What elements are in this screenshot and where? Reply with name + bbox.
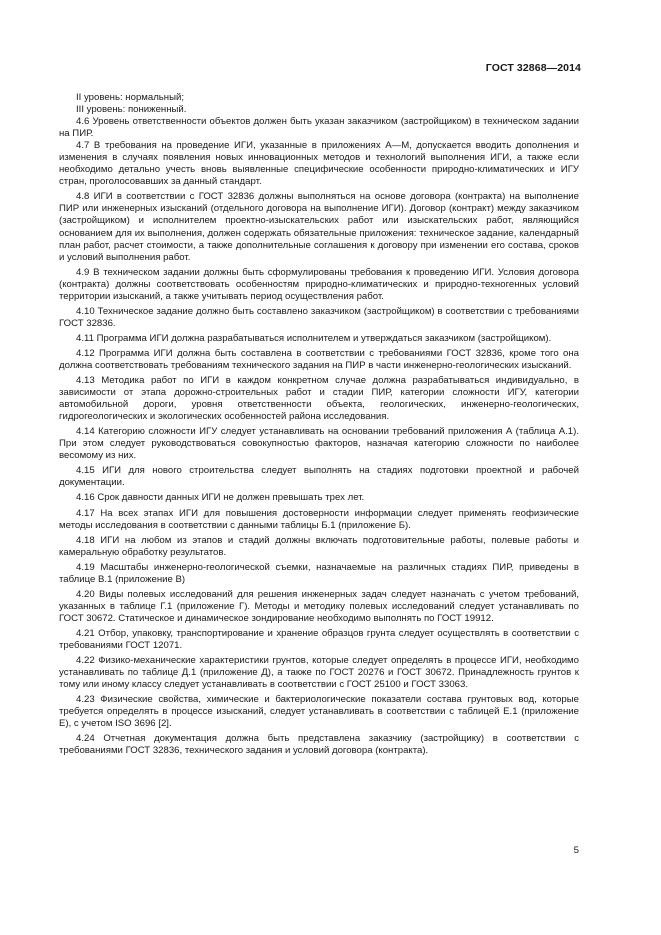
paragraph-4-20: 4.20 Виды полевых исследований для решения инженерных задач следует назначать с учетом требований, указанных в таблице Г.1 (приложение Г). Методы и методику полевых исследований следует устанавливать по ГОСТ 30672. Статическое и динамическое зондирование необходимо выполнять по ГОСТ 19912. bbox=[59, 588, 579, 624]
paragraph-4-11: 4.11 Программа ИГИ должна разрабатываться исполнителем и утверждаться заказчиком (застройщиком). bbox=[76, 332, 552, 344]
paragraph-4-15: 4.15 ИГИ для нового строительства следует выполнять на стадиях подготовки проектной и рабочей документации. bbox=[59, 465, 579, 489]
paragraph-4-21: 4.21 Отбор, упаковку, транспортирование и хранение образцов грунта следует осуществлять в соответствии с требованиями ГОСТ 12071. bbox=[59, 627, 579, 651]
page-number: 5 bbox=[573, 845, 579, 856]
list-item: II уровень: нормальный; bbox=[76, 92, 185, 103]
document-code-header: ГОСТ 32868—2014 bbox=[485, 62, 581, 74]
paragraph-4-17: 4.17 На всех этапах ИГИ для повышения достоверности информации следует применять геофизические методы исследования в соответствии с данными таблицы Б.1 (приложение Б). bbox=[59, 507, 579, 531]
paragraph-4-13: 4.13 Методика работ по ИГИ в каждом конкретном случае должна разрабатываться индивидуально, в зависимости от этапа дорожно-строительных работ и стадии ПИР, категории сложности ИГУ, категории автомобильной дороги, уровня ответственности объекта, геологических, инженерно-геологических, гидрогеологических и экологических особенностей района исследования. bbox=[59, 375, 579, 423]
paragraph-4-6: 4.6 Уровень ответственности объектов должен быть указан заказчиком (застройщиком) в техническом задании на ПИР. bbox=[59, 116, 579, 140]
paragraph-4-16: 4.16 Срок давности данных ИГИ не должен превышать трех лет. bbox=[76, 492, 365, 504]
paragraph-4-19: 4.19 Масштабы инженерно-геологической съемки, назначаемые на различных стадиях ПИР, приведены в таблице В.1 (приложение В) bbox=[59, 561, 579, 585]
paragraph-4-7: 4.7 В требования на проведение ИГИ, указанные в приложениях А—М, допускается вводить дополнения и изменения в случаях появления новых инновационных методов и технологий выполнения ИГИ, а также если необходимо детально учесть вновь выявленные специфические особенности природно-климатических и ИГУ стран, проголосовавших за данный стандарт. bbox=[59, 140, 579, 188]
page-body bbox=[59, 92, 579, 760]
paragraph-4-24: 4.24 Отчетная документация должна быть представлена заказчику (застройщику) в соответствии с требованиями ГОСТ 32836, технического задания и условий договора (контракта). bbox=[59, 733, 579, 757]
paragraph-4-22: 4.22 Физико-механические характеристики грунтов, которые следует определять в процессе ИГИ, необходимо устанавливать по таблице Д.1 (приложение Д), а также по ГОСТ 20276 и ГОСТ 30672. Принадлежность грунтов к тому или иному классу следует устанавливать в соответствии с ГОСТ 25100 и ГОСТ 33063. bbox=[59, 655, 579, 691]
paragraph-4-10: 4.10 Техническое задание должно быть составлено заказчиком (застройщиком) в соответствии с требованиями ГОСТ 32836. bbox=[59, 305, 579, 329]
paragraph-4-23: 4.23 Физические свойства, химические и бактериологические показатели состава грунтовых вод, которые требуется определять в процессе изысканий, следует устанавливать в соответствии с таблицей Е.1 (приложение Е), с учетом ISO 3696 [2]. bbox=[59, 694, 579, 730]
paragraph-4-14: 4.14 Категорию сложности ИГУ следует устанавливать на основании требований приложения А (таблица А.1). При этом следует руководствоваться совокупностью факторов, назначая категорию сложности по наиболее весомому из них. bbox=[59, 426, 579, 462]
paragraph-4-12: 4.12 Программа ИГИ должна быть составлена в соответствии с требованиями ГОСТ 32836, кроме того она должна соответствовать требованиям технического задания на ПИР в части инженерно-геологических изысканий. bbox=[59, 347, 579, 371]
paragraph-4-8: 4.8 ИГИ в соответствии с ГОСТ 32836 должны выполняться на основе договора (контракта) на выполнение ПИР или инженерных изысканий (отдельного договора на выполнение ИГИ). Договор (контракт) между заказчиком (застройщиком) и исполнителем проектно-изыскательских работ или изыскательских работ, являющийся основанием для их выполнения, должен содержать обязательные приложения: техническое задание, календарный план работ, расчет стоимости, а также дополнительные соглашения к договору при изменении его состава, сроков и условий выполнения работ. bbox=[59, 191, 579, 263]
paragraph-4-9: 4.9 В техническом задании должны быть сформулированы требования к проведению ИГИ. Условия договора (контракта) должны соответствовать особенностям природно-климатических и природно-техногенных условий территории изысканий, а также учитывать период осуществления работ. bbox=[59, 266, 579, 302]
list-item: III уровень: пониженный. bbox=[76, 104, 187, 116]
paragraph-4-18: 4.18 ИГИ на любом из этапов и стадий должны включать подготовительные работы, полевые работы и камеральную обработку результатов. bbox=[59, 534, 579, 558]
